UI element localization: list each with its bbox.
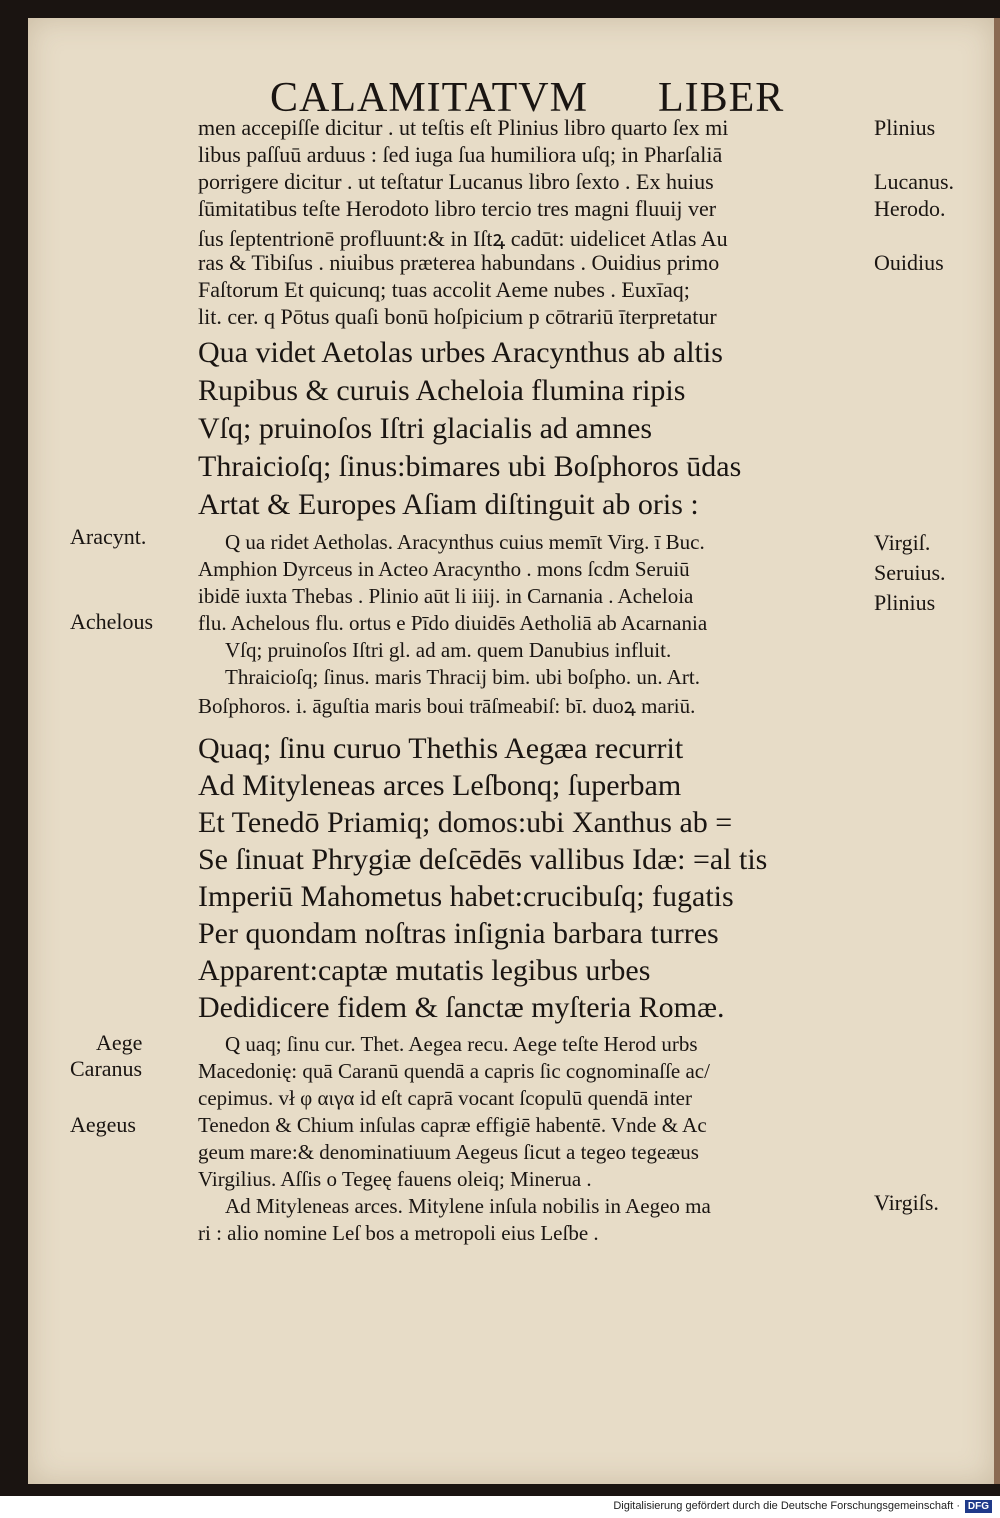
commentary-line: Macedonię: quā Caranū quendā a capris ſic cognominaſſe ac/	[198, 1059, 710, 1083]
margin-note-right: Herodo.	[874, 196, 946, 221]
commentary-line: Amphion Dyrceus in Acteo Aracyntho . mons ſcdm Seruiū	[198, 557, 690, 581]
margin-note-right: Plinius	[874, 590, 936, 615]
commentary-line: ri : alio nomine Leſ bos a metropoli eius Leſbe .	[198, 1221, 599, 1245]
body-line: ſus ſeptentrionē profluunt:& in Iſtꝝ cadūt: uidelicet Atlas Au	[198, 226, 728, 251]
margin-note-left: Aracynt.	[70, 524, 147, 549]
verse-line: Imperiū Mahometus habet:crucibuſq; fugatis	[198, 880, 734, 913]
verse-line: Rupibus & curuis Acheloia flumina ripis	[198, 374, 686, 407]
commentary-line: geum mare:& denominatiuum Aegeus ſicut a tegeo tegeæus	[198, 1140, 699, 1164]
margin-note-right: Ouidius	[874, 250, 944, 275]
body-line: ſūmitatibus teſte Herodoto libro tercio tres magni fluuij ver	[198, 196, 717, 221]
margin-note-left: Aege	[96, 1030, 143, 1055]
header-right: LIBER	[657, 75, 785, 121]
verse-line: Ad Mityleneas arces Leſbonq; ſuperbam	[198, 769, 682, 802]
dfg-logo: DFG	[965, 1500, 992, 1513]
verse-line: Qua videt Aetolas urbes Aracynthus ab altis	[198, 336, 723, 369]
footer-credit: Digitalisierung gefördert durch die Deutsche Forschungsgemeinschaft ·	[613, 1500, 960, 1512]
verse-line: Se ſinuat Phrygiæ deſcēdēs vallibus Idæ: =al tis	[198, 843, 768, 876]
body-line: porrigere dicitur . ut teſtatur Lucanus libro ſexto . Ex huius	[198, 169, 714, 194]
commentary-line: Q ua ridet Aetholas. Aracynthus cuius memīt Virg. ī Buc.	[225, 530, 705, 554]
verse-line: Et Tenedō Priamiq; domos:ubi Xanthus ab =	[198, 806, 733, 839]
verse-line: Thraicioſq; ſinus:bimares ubi Boſphoros ūdas	[198, 450, 742, 483]
margin-note-right: Plinius	[874, 115, 936, 140]
margin-note-right: Lucanus.	[874, 169, 955, 194]
commentary-line: Tenedon & Chium inſulas capræ effigiē habentē. Vnde & Ac	[198, 1113, 707, 1137]
verse-line: Dedidicere fidem & ſanctæ myſteria Romæ.	[198, 991, 725, 1024]
body-line: Faſtorum Et quicunq; tuas accolit Aeme nubes . Euxīaq;	[198, 277, 690, 302]
commentary-line: Q uaq; ſinu cur. Thet. Aegea recu. Aege teſte Herod urbs	[225, 1032, 698, 1056]
margin-note-left: Caranus	[70, 1056, 143, 1081]
commentary-line: Virgilius. Aſſis o Tegeę fauens oleiq; Minerua .	[198, 1167, 592, 1191]
commentary-line: Ad Mityleneas arces. Mitylene inſula nobilis in Aegeo ma	[225, 1194, 711, 1218]
body-line: lit. cer. q Pōtus quaſi bonū hoſpicium p cōtrariū īterpretatur	[198, 304, 717, 329]
commentary-line: Vſq; pruinoſos Iſtri gl. ad am. quem Danubius influit.	[225, 638, 672, 662]
body-line: ras & Tibiſus . niuibus præterea habundans . Ouidius primo	[198, 250, 720, 275]
verse-line: Quaq; ſinu curuo Thethis Aegæa recurrit	[198, 732, 684, 765]
margin-note-right: Virgiſs.	[874, 1190, 939, 1215]
page-edge	[994, 18, 1000, 1484]
verse-line: Apparent:captæ mutatis legibus urbes	[198, 954, 651, 987]
verse-line: Vſq; pruinoſos Iſtri glacialis ad amnes	[198, 412, 653, 445]
commentary-line: cepimus. vł φ αιγα id eſt caprā vocant ſcopulū quendā inter	[198, 1086, 692, 1110]
verse-line: Per quondam noſtras inſignia barbara turres	[198, 917, 719, 950]
margin-note-right: Virgiſ.	[874, 530, 931, 555]
body-line: libus paſſuū arduus : ſed iuga ſua humiliora uſq; in Pharſaliā	[198, 142, 723, 167]
margin-note-right: Seruius.	[874, 560, 946, 585]
commentary-line: flu. Achelous flu. ortus e Pīdo diuidēs Aetholiā ab Acarnania	[198, 611, 708, 635]
verse-line: Artat & Europes Aſiam diſtinguit ab oris :	[198, 488, 699, 521]
commentary-line: ibidē iuxta Thebas . Plinio aūt li iiij. in Carnania . Acheloia	[198, 584, 694, 608]
body-line: men accepiſſe dicitur . ut teſtis eſt Plinius libro quarto ſex mi	[198, 115, 729, 140]
margin-note-left: Achelous	[70, 609, 154, 634]
margin-note-left: Aegeus	[70, 1112, 136, 1137]
commentary-line: Thraicioſq; ſinus. maris Thracij bim. ubi boſpho. un. Art.	[225, 665, 700, 689]
commentary-line: Boſphoros. i. āguſtia maris boui trāſmeabiſ: bī. duoꝝ mariū.	[198, 694, 696, 718]
header-left: CALAMITATVM	[270, 75, 588, 121]
